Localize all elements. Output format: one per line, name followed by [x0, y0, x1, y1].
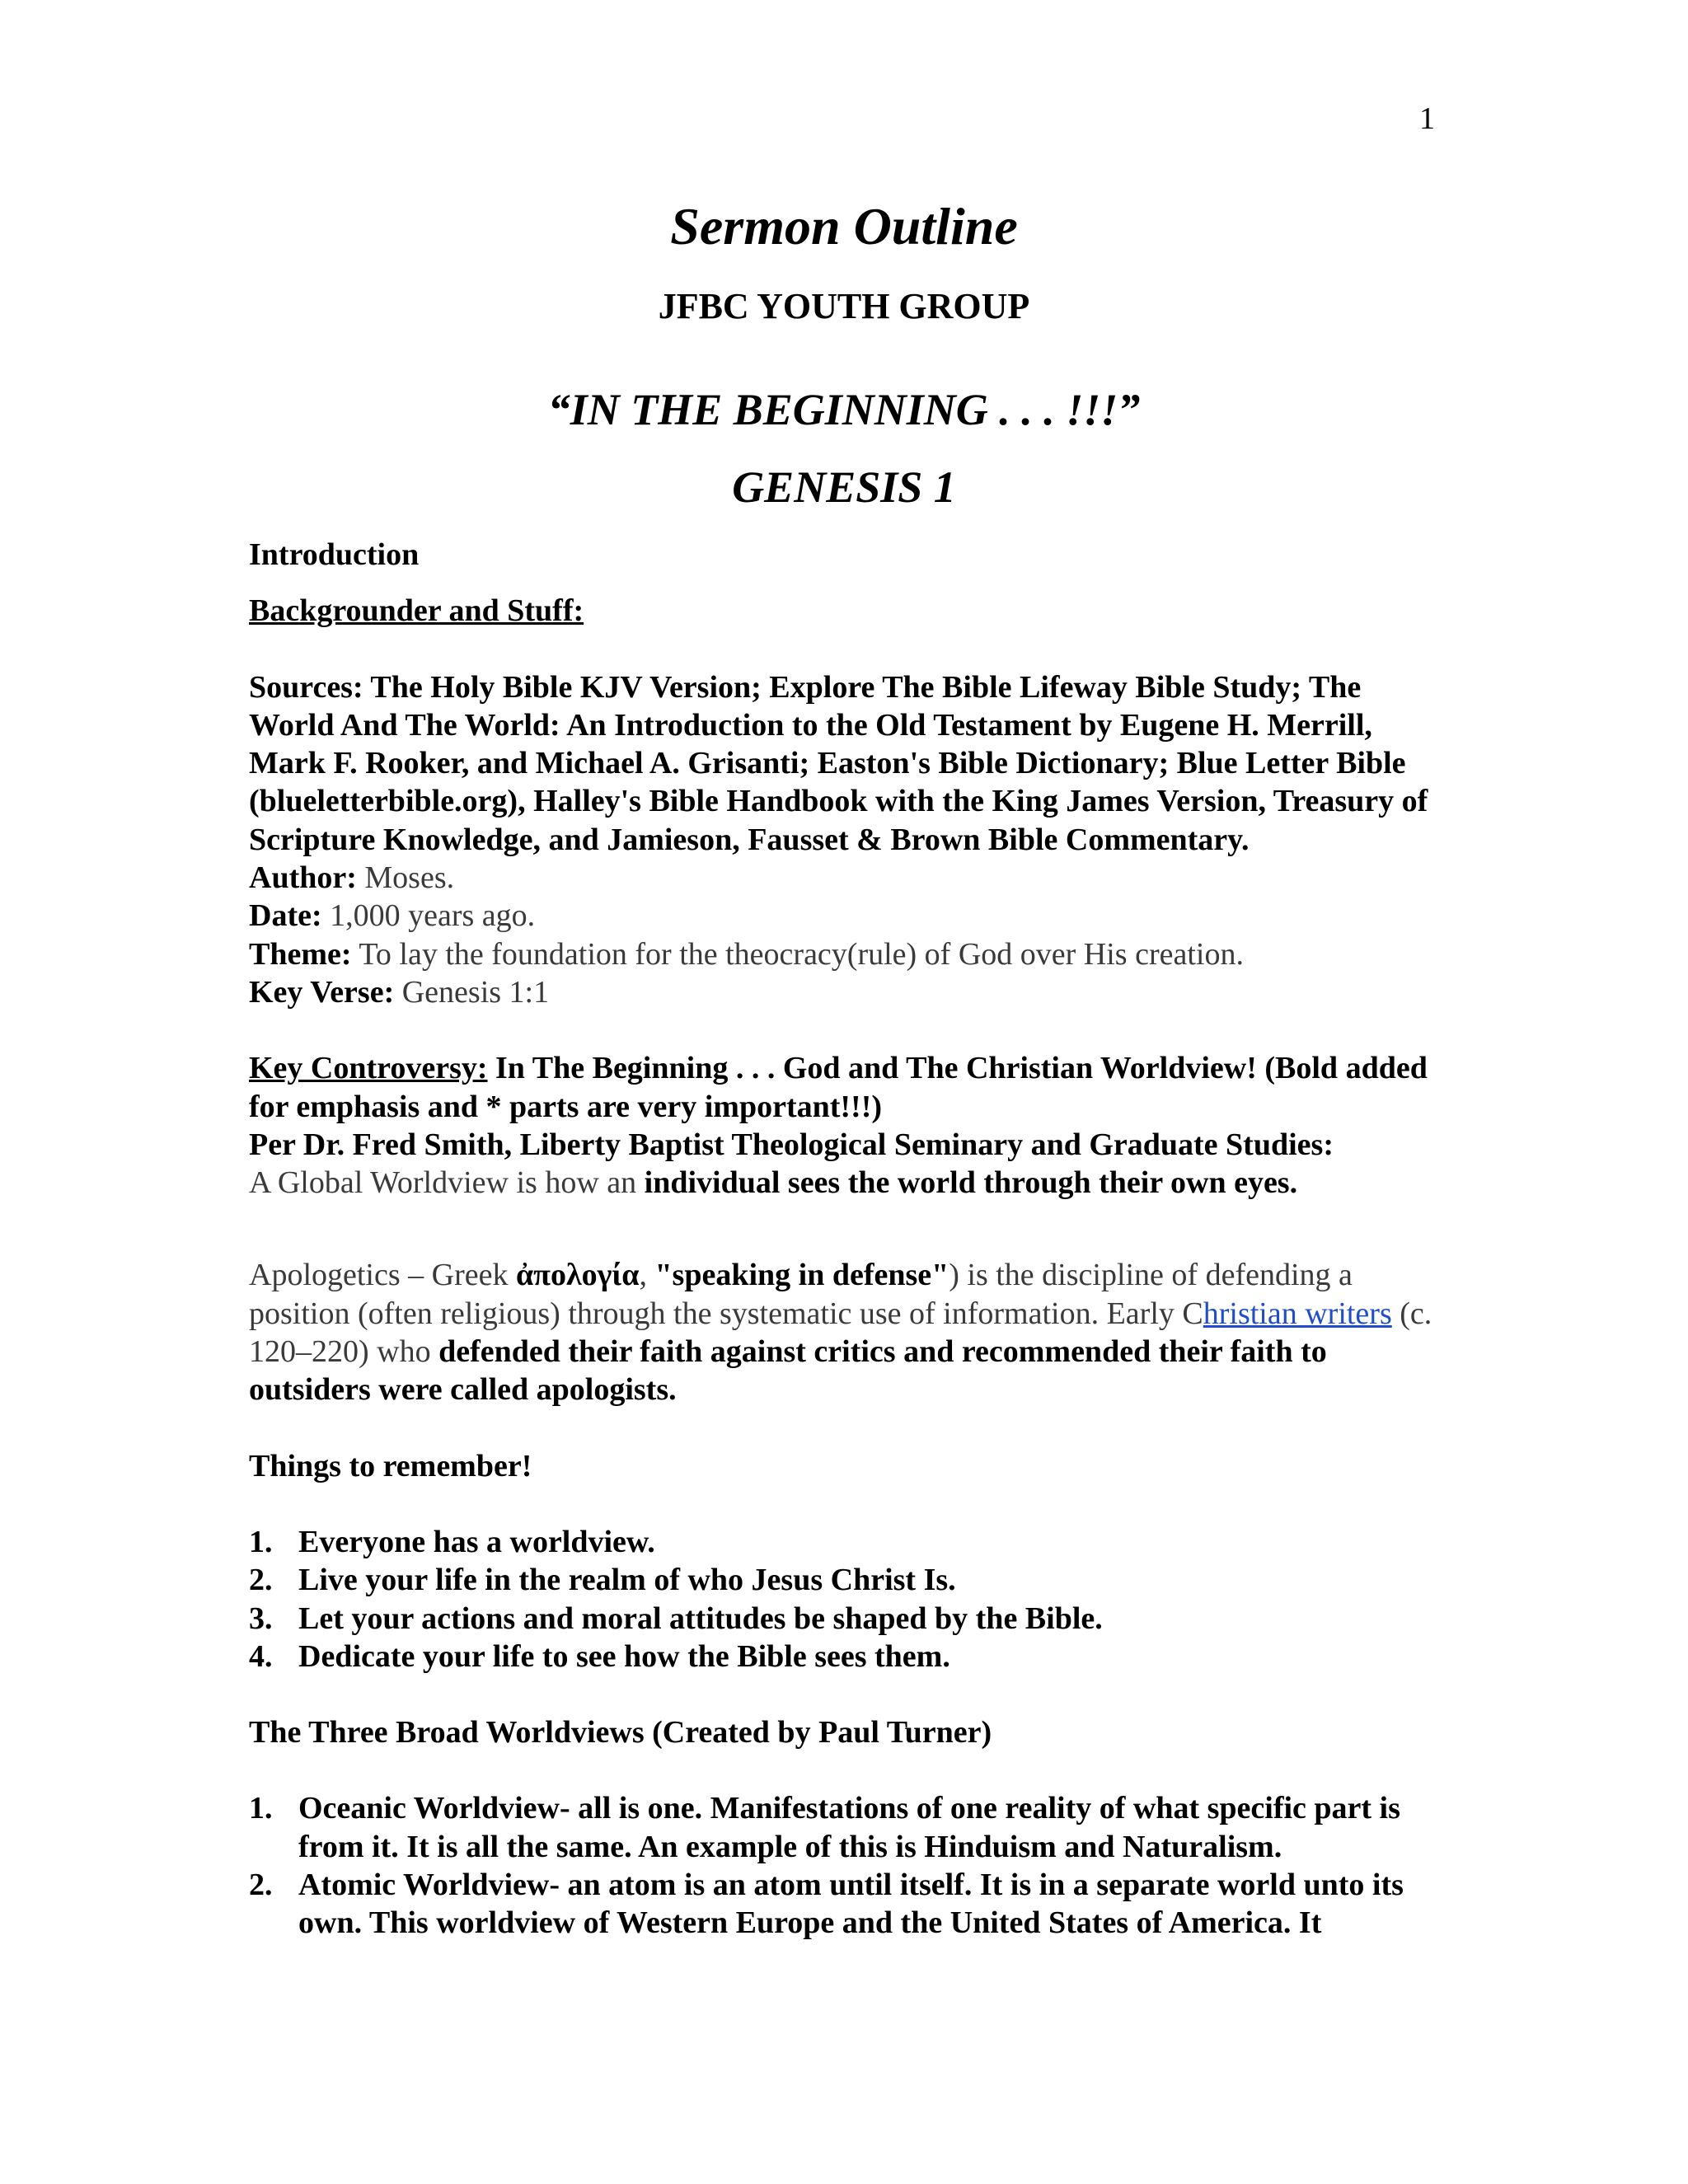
worldviews-list — [249, 1789, 1446, 1942]
remember-heading: Things to remember! — [249, 1448, 532, 1483]
remember-list — [249, 1523, 1446, 1675]
apologetics-text: (c. 120–220) who — [249, 1296, 1432, 1370]
definition-plain: A Global Worldview is how an — [249, 1165, 645, 1201]
list-item — [249, 1789, 1446, 1866]
apologetics-text: , — [639, 1258, 655, 1293]
key-controversy-label: Key Controversy: — [249, 1051, 488, 1086]
list-number: 1. — [249, 1791, 273, 1826]
author-label: Author: — [249, 860, 357, 896]
theme-value: To lay the foundation for the theocracy(rule) of God over His creation. — [351, 936, 1244, 972]
key-controversy-paragraph — [249, 1049, 1446, 1126]
list-item-text: Dedicate your life to see how the Bible sees them. — [298, 1638, 950, 1674]
apologetics-bold: defended their faith against critics and recommended their faith to outsiders were called apologists. — [249, 1334, 1327, 1408]
list-item — [249, 1561, 1446, 1599]
author-line — [249, 859, 1446, 897]
document-title: Sermon Outline — [670, 197, 1018, 255]
definition-bold: individual sees the world through their own eyes. — [644, 1165, 1298, 1201]
key-verse-value: Genesis 1:1 — [394, 974, 550, 1010]
list-item — [249, 1866, 1446, 1943]
date-label: Date: — [249, 898, 322, 934]
apologetics-quote: "speaking in defense" — [654, 1258, 950, 1293]
backgrounder-heading: Backgrounder and Stuff: — [249, 593, 584, 629]
date-line — [249, 897, 1446, 935]
page-number: 1 — [1419, 101, 1435, 136]
key-verse-label: Key Verse: — [249, 974, 395, 1010]
date-value: 1,000 years ago. — [321, 898, 536, 934]
per-attribution: Per Dr. Fred Smith, Liberty Baptist Theological Seminary and Graduate Studies: — [249, 1127, 1334, 1162]
scripture-reference: GENESIS 1 — [732, 462, 956, 512]
list-number: 4. — [249, 1638, 273, 1674]
document-subtitle: JFBC YOUTH GROUP — [658, 286, 1030, 326]
list-item-text: Oceanic Worldview- all is one. Manifestations of one reality of what specific part is from it. It is all the same. An example of this is Hinduism and Naturalism. — [298, 1791, 1400, 1864]
list-number: 1. — [249, 1524, 273, 1559]
apologetics-paragraph — [249, 1256, 1446, 1408]
list-item-text: Atomic Worldview- an atom is an atom until itself. It is in a separate world unto its own. This worldview of Western Europe and the United States of America. It — [298, 1868, 1404, 1941]
apologetics-text: ) is the discipline of defending a position (often religious) through the systematic use of information. Early C — [249, 1258, 1353, 1331]
list-number: 3. — [249, 1601, 273, 1636]
list-item — [249, 1523, 1446, 1561]
apologetics-text: Apologetics – Greek — [249, 1258, 516, 1293]
list-number: 2. — [249, 1563, 273, 1598]
sources-paragraph: Sources: The Holy Bible KJV Version; Explore The Bible Lifeway Bible Study; The World And The World: An Introduction to the Old Testament by Eugene H. Merrill, Mark F. Rooker, and Michael A. Grisanti; Easton's Bible Dictionary; Blue Letter Bible (blueletterbible.org), Halley's Bible Handbook with the King James Version, Treasury of Scripture Knowledge, and Jamieson, Fausset & Brown Bible Commentary. — [249, 669, 1428, 857]
author-value: Moses. — [356, 860, 455, 896]
list-item — [249, 1638, 1446, 1675]
list-item-text: Everyone has a worldview. — [298, 1524, 655, 1559]
worldviews-heading: The Three Broad Worldviews (Created by Paul Turner) — [249, 1715, 992, 1750]
theme-line — [249, 935, 1446, 973]
introduction-heading: Introduction — [249, 537, 420, 572]
key-verse-line — [249, 973, 1446, 1011]
key-controversy-text: In The Beginning . . . God and The Christian Worldview! (Bold added for emphasis and * parts are very important!!!) — [249, 1051, 1428, 1124]
list-item — [249, 1600, 1446, 1638]
list-item-text: Let your actions and moral attitudes be shaped by the Bible. — [298, 1601, 1103, 1636]
theme-label: Theme: — [249, 936, 352, 972]
list-item-text: Live your life in the realm of who Jesus Christ Is. — [298, 1563, 956, 1598]
greek-word: ἀπολογία — [515, 1258, 640, 1293]
sermon-title: “IN THE BEGINNING . . . !!!” — [547, 385, 1141, 434]
document-body — [249, 536, 1446, 1943]
worldview-definition — [249, 1164, 1446, 1202]
list-number: 2. — [249, 1868, 273, 1903]
christian-writers-link[interactable]: hristian writers — [1203, 1296, 1392, 1331]
